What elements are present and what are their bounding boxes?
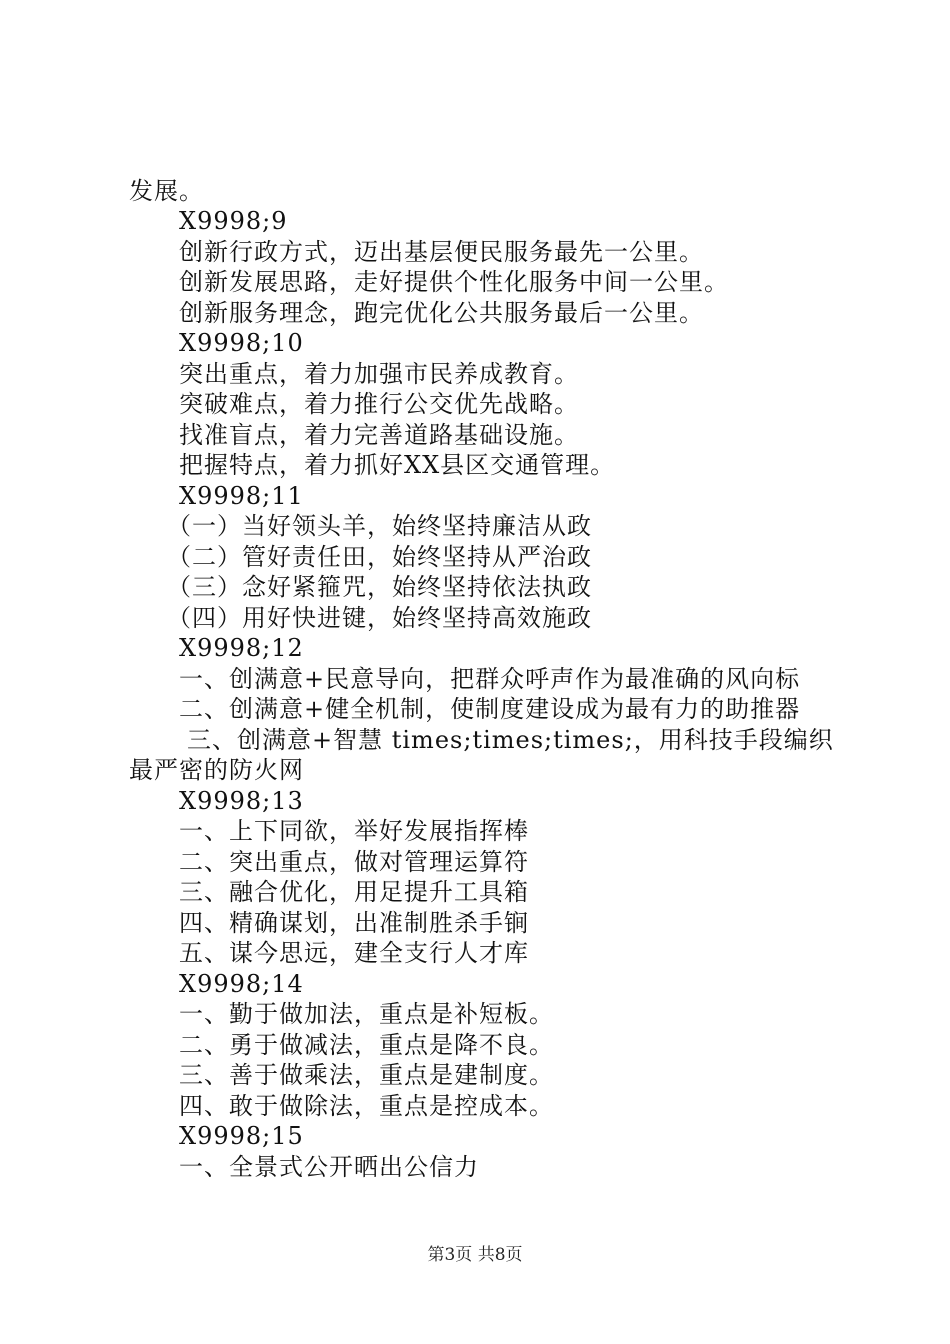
text-line: 五、谋今思远，建全支行人才库 (179, 939, 529, 967)
section-heading: X9998;15 (179, 1122, 304, 1150)
text-line: 找准盲点，着力完善道路基础设施。 (179, 421, 579, 449)
text-line: 创新发展思路，走好提供个性化服务中间一公里。 (179, 268, 729, 296)
section-heading: X9998;14 (179, 970, 304, 998)
text-line: 四、精确谋划，出准制胜杀手锏 (179, 909, 529, 937)
section-heading: X9998;13 (179, 787, 304, 815)
section-heading: X9998;9 (179, 207, 288, 235)
text-line: 二、创满意+健全机制，使制度建设成为最有力的助推器 (179, 695, 801, 723)
text-line: 三、融合优化，用足提升工具箱 (179, 878, 529, 906)
text-line: （三）念好紧箍咒，始终坚持依法执政 (167, 573, 592, 601)
text-line: （一）当好领头羊，始终坚持廉洁从政 (167, 512, 592, 540)
text-line: 一、创满意+民意导向，把群众呼声作为最准确的风向标 (179, 665, 801, 693)
text-line: 一、勤于做加法，重点是补短板。 (179, 1000, 554, 1028)
text-line: 突出重点，着力加强市民养成教育。 (179, 360, 579, 388)
text-line: （四）用好快进键，始终坚持高效施政 (167, 604, 592, 632)
text-line: 发展。 (129, 177, 204, 205)
text-line: 最严密的防火网 (129, 756, 304, 784)
text-line: 创新服务理念，跑完优化公共服务最后一公里。 (179, 299, 704, 327)
text-line: 四、敢于做除法，重点是控成本。 (179, 1092, 554, 1120)
text-line: 创新行政方式，迈出基层便民服务最先一公里。 (179, 238, 704, 266)
text-line: （二）管好责任田，始终坚持从严治政 (167, 543, 592, 571)
text-line: 二、突出重点，做对管理运算符 (179, 848, 529, 876)
text-line: 突破难点，着力推行公交优先战略。 (179, 390, 579, 418)
section-heading: X9998;12 (179, 634, 304, 662)
page-footer: 第3页 共8页 (427, 1245, 523, 1265)
section-heading: X9998;10 (179, 329, 304, 357)
text-line: 二、勇于做减法，重点是降不良。 (179, 1031, 554, 1059)
text-line: 三、善于做乘法，重点是建制度。 (179, 1061, 554, 1089)
text-line: 一、上下同欲，举好发展指挥棒 (179, 817, 529, 845)
text-line: 把握特点，着力抓好XX县区交通管理。 (179, 451, 616, 479)
text-line: 三、创满意+智慧 times;times;times;，用科技手段编织 (187, 726, 834, 754)
section-heading: X9998;11 (179, 482, 304, 510)
text-line: 一、全景式公开晒出公信力 (179, 1153, 479, 1181)
